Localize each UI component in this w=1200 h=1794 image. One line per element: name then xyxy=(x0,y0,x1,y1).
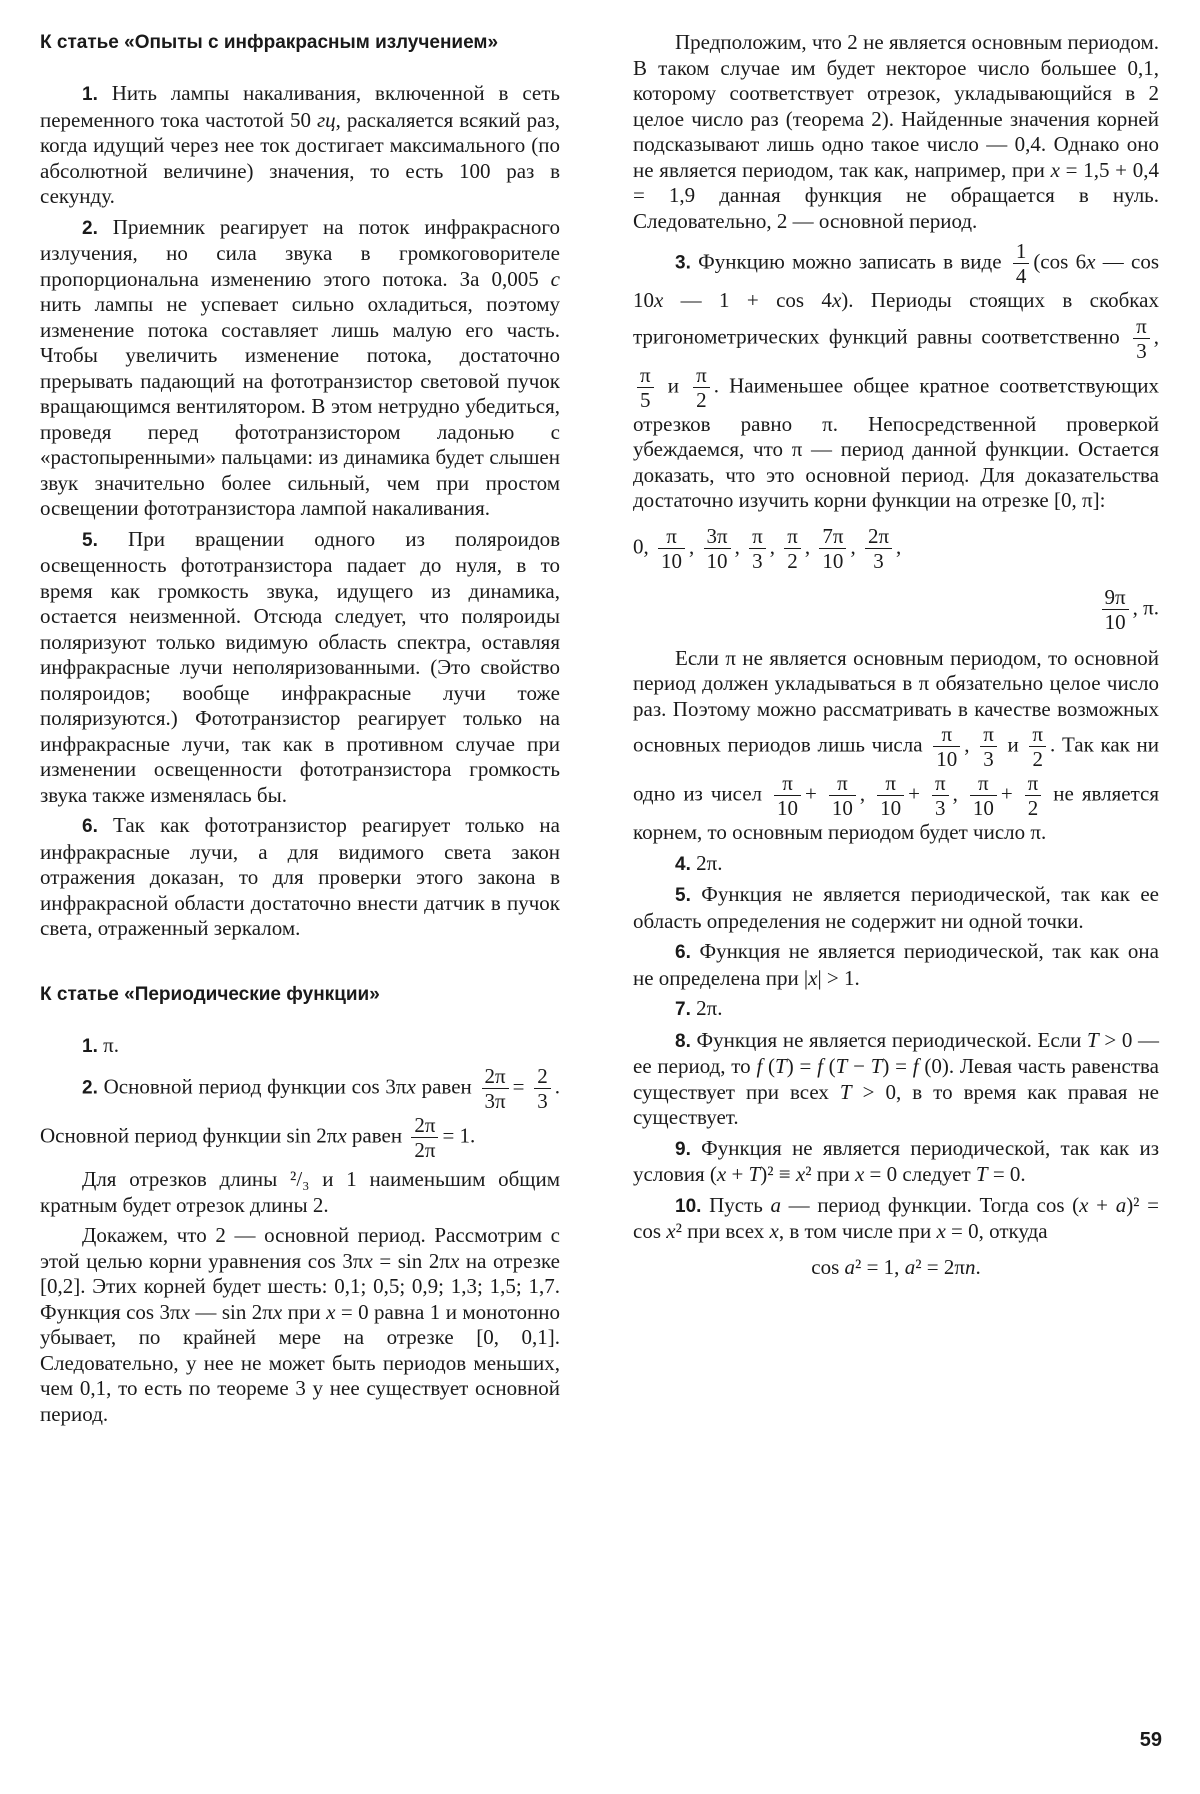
text-run: и xyxy=(1000,732,1026,757)
text-run: , xyxy=(804,533,816,558)
math-variable: T xyxy=(870,1054,883,1078)
text-run: ( xyxy=(822,1054,836,1078)
text-run: > 0 — ее период, то xyxy=(633,1027,1160,1078)
text-run: и xyxy=(657,372,690,397)
item-number: 6. xyxy=(675,942,691,963)
math-variable: x xyxy=(272,1299,283,1324)
fraction xyxy=(877,771,904,820)
text-run: — период функции. Тогда cos ( xyxy=(781,1192,1080,1217)
fraction-denominator: 10 xyxy=(972,796,994,820)
text-run: ) = xyxy=(786,1054,818,1078)
fraction xyxy=(829,771,856,820)
text-run: , xyxy=(896,533,902,558)
paragraph xyxy=(633,1136,1159,1188)
text-run: + xyxy=(726,1162,749,1186)
text-run: Основной период функции cos 3π xyxy=(97,1074,407,1099)
math-variable: a xyxy=(770,1192,781,1217)
math-variable: a xyxy=(844,1254,856,1279)
fraction-numerator: π xyxy=(877,771,904,796)
paragraph xyxy=(633,851,1159,878)
paragraph xyxy=(633,1028,1159,1131)
fraction-numerator: π xyxy=(784,524,801,549)
fraction xyxy=(932,771,949,820)
text-run: = 1,5 + 0,4 = 1,9 данная функция не обращается в нуль. Следовательно, 2 — основной период. xyxy=(633,157,1159,233)
fraction-denominator: 5 xyxy=(640,387,651,412)
fraction-denominator: 3 xyxy=(752,548,763,573)
text-run: = 0. xyxy=(987,1162,1026,1186)
text-run: 2π. xyxy=(690,850,723,875)
math-variable: f xyxy=(817,1054,823,1078)
fraction-numerator: π xyxy=(1025,771,1042,796)
text-run: = 0 следует xyxy=(864,1162,976,1186)
fraction xyxy=(933,722,960,771)
text-run: ² = 2π xyxy=(915,1254,965,1279)
math-variable: T xyxy=(748,1162,761,1186)
item-number: 4. xyxy=(675,853,691,875)
right-column xyxy=(633,30,1159,1292)
math-variable: x xyxy=(831,288,842,312)
fraction xyxy=(784,524,801,573)
math-variable: T xyxy=(839,1079,852,1104)
text-run: + xyxy=(1088,1192,1116,1217)
text-run: — cos 10 xyxy=(633,249,1159,312)
text-run: . Наименьшее общее кратное соответствующих отрезков равно π. Непосредственной проверкой убеждаемся, что π — период данной функции. Остается доказать, что это основной период. Для доказательства достаточно изучить корни функции на отрезке [0, π]: xyxy=(633,372,1159,512)
text-run: Предположим, что 2 не является основным периодом. В таком случае им будет некторое число большее 0,1, которому соответствует отрезок, укладывающийся в 2 целое число раз (теорема 2). Найденные значения корней подсказывают лишь одно такое число — 0,4. Однако оно не является периодом, так как, например, при xyxy=(633,30,1159,182)
fraction-numerator: π xyxy=(658,524,685,549)
text-run: + xyxy=(908,781,928,806)
item-number: 5. xyxy=(82,529,98,551)
fraction xyxy=(658,524,685,573)
math-variable: x xyxy=(795,1162,806,1186)
fraction-denominator: 2 xyxy=(1027,796,1039,820)
fraction xyxy=(637,363,654,412)
fraction xyxy=(774,771,801,820)
paragraph xyxy=(40,81,560,210)
text-run: )² ≡ xyxy=(760,1162,796,1186)
text-run: на отрезке [0,2]. Этих корней будет шесть: 0,1; 0,5; 0,9; 1,3; 1,5; 1,7. Функция cos 3π xyxy=(40,1248,561,1324)
math-variable: T xyxy=(975,1162,988,1186)
fraction xyxy=(704,524,731,573)
math-variable: x xyxy=(808,965,818,990)
item-number: 7. xyxy=(675,999,691,1020)
text-run: , раскаляется всякий раз, когда идущий через нее ток достигает максимального (по абсолютной величине) значения, то есть 100 раз в секунду. xyxy=(40,107,560,208)
fraction-numerator: π xyxy=(970,771,997,796)
fraction-numerator: 2π xyxy=(482,1064,509,1089)
text-run: = 0 равна 1 и монотонно убывает, по крайней мере на отрезке [0, 0,1]. Следовательно, у нее не может быть периодов меньших, чем 0,1, то есть по теореме 3 у нее существует основной период. xyxy=(40,1299,561,1426)
text-run: = 1. xyxy=(442,1123,476,1148)
section-heading xyxy=(40,982,560,1007)
math-variable: T xyxy=(775,1054,787,1078)
fraction-numerator: π xyxy=(932,771,949,796)
paragraph xyxy=(633,30,1159,234)
text-run: Функция не является периодической, так как она не определена при | xyxy=(633,939,1159,990)
fraction-numerator: 2π xyxy=(865,524,892,549)
text-run: , xyxy=(964,732,977,757)
text-run: , xyxy=(734,533,746,558)
text-run: К статье «Периодические функции» xyxy=(40,983,380,1005)
fraction-denominator: 3 xyxy=(873,548,884,573)
math-variable: x xyxy=(666,1219,676,1243)
text-run: , π. xyxy=(1132,594,1159,619)
text-run: Для отрезков длины ²/₃ и 1 наименьшим общим кратным будет отрезок длины 2. xyxy=(40,1167,560,1217)
text-run: Если π не является основным периодом, то основной период должен укладываться в π обязательно целое число раз. Поэтому можно рассматривать в качестве возможных основных периодов лишь числа xyxy=(633,645,1159,757)
text-run: − xyxy=(847,1054,871,1078)
fraction-denominator: 10 xyxy=(661,548,682,573)
fraction-denominator: 10 xyxy=(1104,609,1126,634)
fraction xyxy=(749,524,766,573)
paragraph xyxy=(633,939,1159,991)
math-variable: x xyxy=(363,1248,373,1273)
fraction-denominator: 10 xyxy=(822,548,844,573)
fraction-denominator: 3 xyxy=(935,796,946,820)
text-run: ² = 1, xyxy=(855,1254,905,1279)
fraction-denominator: 3 xyxy=(1136,338,1147,363)
text-run: π. xyxy=(97,1032,119,1057)
text-run: при xyxy=(282,1299,327,1324)
text-run: При вращении одного из поляроидов освещенность фототранзистора падает до нуля, в то время как громкость звука, идущего из динамика, остается неизменной. Отсюда следует, что поляроиды поляризуют только видимую область спектра, оставляя инфракрасные лучи неполяризованными. (Это свойство поляроидов; вообще инфракрасные лучи тоже поляризуются.) Фототранзистор реагирует только на инфракрасные лучи, так как в противном случае при изменении освещенности фототранзистора громкость звука также изменялась бы. xyxy=(40,526,560,807)
display-formula xyxy=(633,1255,1159,1281)
text-run: Нить лампы накаливания, включенной в сеть переменного тока частотой 50 xyxy=(40,81,560,132)
fraction-denominator: 2 xyxy=(787,548,798,573)
paragraph xyxy=(40,1167,560,1218)
fraction-denominator: 10 xyxy=(831,796,853,820)
math-variable: x xyxy=(1086,249,1096,274)
math-variable: x xyxy=(326,1299,336,1324)
fraction-numerator: π xyxy=(829,771,856,796)
text-run: (cos 6 xyxy=(1033,249,1087,274)
text-run: ² при xyxy=(805,1162,855,1186)
fraction-numerator: 2π xyxy=(411,1113,438,1138)
paragraph xyxy=(40,1223,560,1427)
fraction xyxy=(1133,314,1150,363)
fraction-denominator: 2π xyxy=(414,1138,436,1162)
left-column xyxy=(40,30,560,1432)
math-variable: с xyxy=(550,266,560,291)
text-run: = sin 2π xyxy=(372,1248,450,1273)
fraction xyxy=(482,1064,509,1113)
math-variable: x xyxy=(1050,157,1060,182)
text-run: . Так как ни одно из чисел xyxy=(633,732,1160,806)
text-run: (0). Левая часть равенства существует при всех xyxy=(633,1054,1159,1104)
fraction-numerator: π xyxy=(1133,314,1150,339)
math-variable: x xyxy=(936,1219,946,1243)
text-run: , xyxy=(859,781,874,806)
fraction-numerator: π xyxy=(774,771,801,796)
text-run: , в том числе при xyxy=(778,1219,937,1243)
text-run: Функция не является периодической, так как ее область определения не содержит ни одной точки. xyxy=(633,882,1159,933)
item-number: 10. xyxy=(675,1195,702,1217)
item-number: 6. xyxy=(82,816,98,837)
fraction-numerator: 3π xyxy=(704,524,731,549)
text-run: ( xyxy=(762,1054,776,1078)
math-variable: x xyxy=(449,1248,460,1273)
text-run: > 0, в то время как правая не существует. xyxy=(633,1079,1159,1129)
math-variable: T xyxy=(1087,1027,1099,1052)
fraction xyxy=(970,771,997,820)
fraction-numerator: π xyxy=(933,722,960,747)
fraction xyxy=(1029,722,1046,771)
item-number: 5. xyxy=(675,885,691,906)
math-variable: a xyxy=(1115,1192,1127,1217)
paragraph xyxy=(40,813,560,942)
text-run: 0, xyxy=(633,533,654,558)
fraction-denominator: 10 xyxy=(936,747,958,771)
text-run: , xyxy=(689,533,700,558)
math-variable: x xyxy=(854,1162,865,1186)
text-run: = xyxy=(512,1074,531,1099)
fraction-numerator: π xyxy=(1029,722,1046,747)
fraction xyxy=(534,1064,551,1113)
item-number: 2. xyxy=(82,1077,98,1099)
text-run: )² = cos xyxy=(633,1192,1159,1243)
math-variable: f xyxy=(756,1054,763,1078)
math-variable: x xyxy=(337,1123,347,1148)
paragraph xyxy=(633,996,1159,1023)
text-run: Функцию можно записать в виде xyxy=(690,249,1009,274)
text-run: , xyxy=(1153,323,1159,348)
fraction-denominator: 2 xyxy=(696,387,707,412)
paragraph xyxy=(40,527,560,809)
text-run: нить лампы не успевает сильно охладиться, поэтому изменение потока составляет лишь малую его часть. Чтобы увеличить изменение потока, достаточно прерывать падающий на фототранзистор световой пучок вращающимся вентилятором. В этом нетрудно убедиться, проведя перед фототранзистором ладонью с «растопыренными» пальцами: из динамика будет слышен звук значительно более сильный, чем при простом освещении фототранзистора лампой накаливания. xyxy=(40,292,560,520)
text-run: — 1 + cos 4 xyxy=(663,288,832,312)
text-run: , xyxy=(769,533,781,558)
text-run: . xyxy=(975,1254,981,1279)
fraction xyxy=(1102,585,1129,634)
fraction xyxy=(693,363,710,412)
fraction-numerator: π xyxy=(637,363,654,388)
fraction-numerator: π xyxy=(693,363,710,388)
math-variable: x xyxy=(716,1162,727,1186)
fraction-denominator: 3π xyxy=(484,1089,506,1113)
fraction xyxy=(1013,239,1030,288)
text-run: Функция не является периодической. Если xyxy=(690,1027,1088,1052)
item-number: 8. xyxy=(675,1030,691,1052)
fraction-denominator: 3 xyxy=(983,747,994,771)
fraction-denominator: 3 xyxy=(537,1089,548,1113)
item-number: 9. xyxy=(675,1138,691,1160)
fraction xyxy=(980,722,997,771)
text-run: cos xyxy=(811,1254,845,1279)
text-run: равен xyxy=(346,1123,408,1148)
text-run: К статье «Опыты с инфракрасным излучением» xyxy=(40,32,499,53)
paragraph xyxy=(633,882,1159,934)
math-variable: x xyxy=(1079,1192,1089,1217)
math-variable: a xyxy=(904,1254,916,1279)
fraction-numerator: 2 xyxy=(534,1064,551,1089)
math-variable: T xyxy=(835,1054,848,1078)
math-variable: n xyxy=(964,1254,976,1279)
text-run: Приемник реагирует на поток инфракрасного излучения, но сила звука в громкоговорителе пропорциональна изменению этого потока. За 0,005 xyxy=(40,214,560,291)
paragraph xyxy=(633,1193,1159,1245)
item-number: 1. xyxy=(82,1035,98,1057)
math-variable: f xyxy=(912,1054,919,1078)
text-run: — sin 2π xyxy=(189,1299,273,1324)
fraction-numerator: 9π xyxy=(1102,585,1129,610)
text-run: не является корнем, то основным периодом будет число π. xyxy=(633,781,1160,844)
fraction-denominator: 10 xyxy=(777,796,799,820)
paragraph xyxy=(40,215,560,522)
page-number: 59 xyxy=(1139,1729,1162,1751)
text-run: , xyxy=(952,781,966,806)
fraction xyxy=(865,524,892,573)
display-formula xyxy=(633,585,1159,634)
paragraph xyxy=(633,646,1159,846)
text-run: Пусть xyxy=(701,1192,771,1217)
math-variable: гц xyxy=(316,107,336,132)
math-variable: x xyxy=(406,1074,416,1099)
text-run: 2π. xyxy=(690,996,723,1020)
text-run: = 0, откуда xyxy=(945,1219,1048,1243)
fraction-numerator: 1 xyxy=(1013,239,1030,264)
fraction-numerator: 7π xyxy=(819,524,846,549)
display-formula xyxy=(633,524,1159,573)
text-run: Так как фототранзистор реагирует только на инфракрасные лучи, а для видимого света закон отражения доказан, то для проверки этого закона в инфракрасной области достаточно внести датчик в пучок света, отраженный зеркалом. xyxy=(40,813,560,940)
fraction xyxy=(411,1113,438,1162)
text-run: ² при всех xyxy=(675,1219,770,1243)
text-run: , xyxy=(850,533,861,558)
fraction-denominator: 10 xyxy=(706,548,728,573)
fraction-denominator: 10 xyxy=(880,796,902,820)
item-number: 1. xyxy=(82,84,98,105)
paragraph xyxy=(40,1064,560,1162)
fraction-denominator: 4 xyxy=(1015,264,1027,288)
paragraph xyxy=(40,1033,560,1060)
fraction xyxy=(819,524,846,573)
fraction-denominator: 2 xyxy=(1032,747,1043,771)
item-number: 3. xyxy=(675,252,691,274)
text-run: + xyxy=(1000,781,1021,806)
text-run: | > 1. xyxy=(817,965,860,990)
text-run: . Основной период функции sin 2π xyxy=(40,1074,560,1148)
math-variable: x xyxy=(769,1219,779,1243)
text-run: ). Периоды стоящих в скобках тригонометрических функций равны соответственно xyxy=(633,288,1159,348)
text-run: Докажем, что 2 — основной период. Рассмотрим с этой целью корни уравнения cos 3π xyxy=(40,1223,560,1273)
text-run: Функция не является периодической, так как из условия ( xyxy=(633,1135,1159,1186)
text-run: ) = xyxy=(882,1054,913,1078)
paragraph xyxy=(633,239,1159,514)
fraction xyxy=(1025,771,1042,820)
section-heading xyxy=(40,30,560,55)
fraction-numerator: π xyxy=(749,524,766,549)
fraction-numerator: π xyxy=(980,722,997,747)
text-run: равен xyxy=(415,1074,478,1099)
item-number: 2. xyxy=(82,217,98,239)
math-variable: x xyxy=(180,1299,190,1324)
math-variable: x xyxy=(654,288,664,312)
text-run: + xyxy=(805,781,825,806)
